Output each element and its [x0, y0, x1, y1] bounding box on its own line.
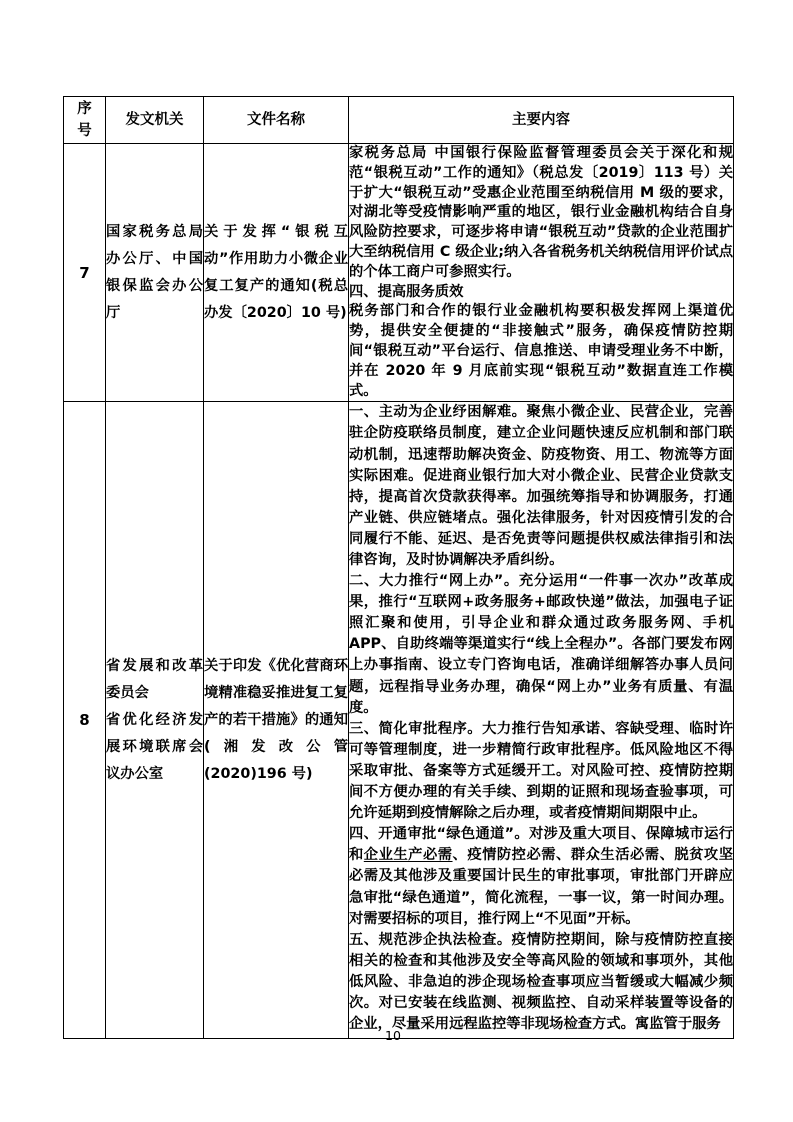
- underlined-text: 企业生产必需: [363, 847, 453, 864]
- page-number: 10: [385, 1028, 401, 1043]
- col-header-serial-label: 序号: [77, 100, 92, 139]
- content-paragraph: 税务部门和合作的银行业金融机构要积极发挥网上渠道优势，提供安全便捷的“非接触式”服务，确保疫情防控期间“银税互动”平台运行、信息推送、申请受理业务不中断，并在 2020 年 9 月底前实现“银税互动”数据直连工作模式。: [349, 303, 733, 399]
- document-name: 关于发挥“银税互动”作用助力小微企业复工复产的通知(税总办发〔2020〕10 号): [204, 144, 349, 402]
- table-row-8: [64, 402, 734, 1039]
- col-header-main-content: 主要内容: [349, 97, 734, 144]
- serial-number: 8: [64, 402, 106, 1039]
- col-header-serial: [64, 97, 106, 144]
- notices-table: [63, 96, 734, 1039]
- serial-number: 7: [64, 144, 106, 402]
- agency-line: 省发展和改革委员会: [106, 657, 203, 701]
- agency-line: 省优化经济发展环境联席会议办公室: [106, 711, 203, 782]
- content-paragraph: [349, 824, 733, 929]
- content-paragraph: 家税务总局 中国银行保险监督管理委员会关于深化和规范“银税互动”工作的通知》（税总发〔2019〕113 号）关于扩大“银税互动”受惠企业范围至纳税信用 M 级的要求，对湖北等受疫情影响严重的地区，银行业金融机构结合自身风险防控要求，可逐步将申请“银税互动”贷款的企业范围扩大至纳税信用 C 级企业;纳入各省税务机关纳税信用评价试点的个体工商户可参照实行。: [349, 145, 733, 280]
- content-paragraph: 五、规范涉企执法检查。疫情防控期间，除与疫情防控直接相关的检查和其他涉及安全等高风险的领域和事项外，其他低风险、非急迫的涉企现场检查事项应当暂缓或大幅减少频次。对已安装在线监测、视频监控、自动采样装置等设备的企业，尽量采用远程监控等非现场检查方式。寓监管于服务: [349, 931, 733, 1033]
- table-header-row: [64, 97, 734, 144]
- content-text: 四、开通审批“绿色通道”。对涉及重大项目、保障城市运行和: [349, 826, 733, 864]
- main-content-cell: [349, 144, 734, 402]
- agency-line: 国家税务总局办公厅、中国银保监会办公厅: [106, 223, 203, 321]
- content-paragraph: 四、提高服务质效: [349, 283, 464, 300]
- table-row-7: [64, 144, 734, 402]
- col-header-agency: 发文机关: [106, 97, 204, 144]
- content-paragraph: 二、大力推行“网上办”。充分运用“一件事一次办”改革成果，推行“互联网+政务服务+邮政快递”做法，加强电子证照汇聚和使用，引导企业和群众通过政务服务网、手机APP、自助终端等渠道实行“线上全程办”。各部门要发布网上办事指南、设立专门咨询电话，准确详细解答办事人员问题，远程指导业务办理，确保“网上办”业务有质量、有温度。: [349, 573, 733, 716]
- content-text: 、疫情防控必需、群众生活必需、脱贫攻坚必需及其他涉及重要国计民生的审批事项，审批部门开辟应急审批“绿色通道”，简化流程，一事一议，第一时间办理。对需要招标的项目，推行网上“不见面”开标。: [349, 847, 734, 927]
- content-paragraph: 一、主动为企业纾困解难。聚焦小微企业、民营企业，完善驻企防疫联络员制度，建立企业问题快速反应机制和部门联动机制，迅速帮助解决资金、防疫物资、用工、物流等方面实际困难。促进商业银行加大对小微企业、民营企业贷款支持，提高首次贷款获得率。加强统筹指导和协调服务，打通产业链、供应链堵点。强化法律服务，针对因疫情引发的合同履行不能、延迟、是否免责等问题提供权威法律指引和法律咨询，及时协调解决矛盾纠纷。: [349, 404, 733, 569]
- main-content-cell: [349, 402, 734, 1039]
- col-header-doc-name: 文件名称: [204, 97, 349, 144]
- issuing-agency: [106, 144, 204, 402]
- document-name: 关于印发《优化营商环境精准稳妥推进复工复产的若干措施》的通知(湘发改公管(2020)196 号): [204, 402, 349, 1039]
- issuing-agency: [106, 402, 204, 1039]
- content-paragraph: 三、简化审批程序。大力推行告知承诺、容缺受理、临时许可等管理制度，进一步精简行政审批程序。低风险地区不得采取审批、备案等方式延缓开工。对风险可控、疫情防控期间不方便办理的有关手续、到期的证照和现场查验事项，可允许延期到疫情解除之后办理，或者疫情期间期限中止。: [349, 720, 733, 822]
